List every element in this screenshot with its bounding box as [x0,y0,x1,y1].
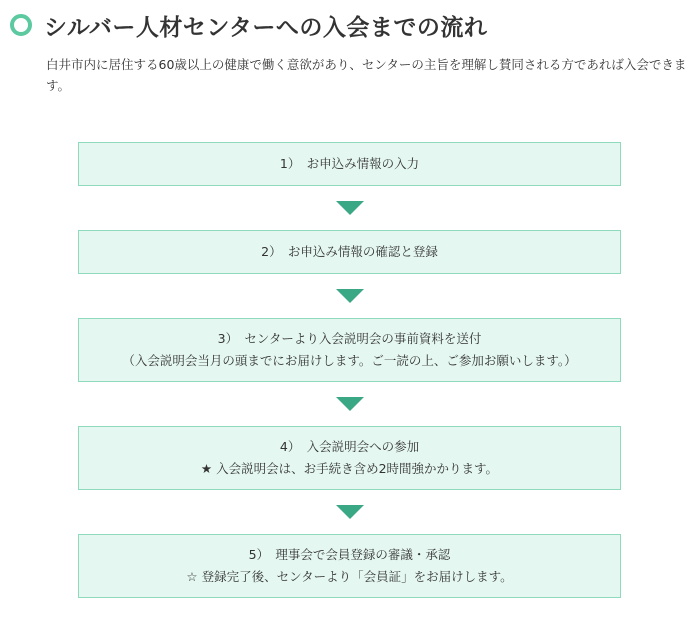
step-4-note: ★ 入会説明会は、お手続き含め2時間強かかります。 [200,461,499,476]
arrow-down-icon [336,289,364,303]
flow-arrow [78,504,621,520]
step-5-note: ☆ 登録完了後、センターより「会員証」をお届けします。 [186,569,513,584]
step-1-label: 1） お申込み情報の入力 [279,156,420,171]
step-3-note: （入会説明会当月の頭までにお届けします。ご一読の上、ご参加お願いします。） [122,353,577,368]
flow-step-5 [78,534,621,598]
flow-arrow [78,200,621,216]
flow-arrow [78,288,621,304]
flow-step-2 [78,230,621,274]
arrow-down-icon [336,397,364,411]
step-2-label: 2） お申込み情報の確認と登録 [261,244,438,259]
ring-icon [10,14,32,36]
flow-chart [78,142,621,598]
page-title: シルバー人材センターへの入会までの流れ [44,14,488,41]
step-3-label: 3） センターより入会説明会の事前資料を送付 [217,331,482,346]
arrow-down-icon [336,201,364,215]
page-header [10,8,487,42]
flow-step-4 [78,426,621,490]
flow-step-1 [78,142,621,186]
intro-text: 白井市内に居住する60歳以上の健康で働く意欲があり、センターの主旨を理解し賛同される方であれば入会できます。 [46,57,687,93]
flow-arrow [78,396,621,412]
step-4-label: 4） 入会説明会への参加 [279,439,420,454]
arrow-down-icon [336,505,364,519]
flow-step-3 [78,318,621,382]
step-5-label: 5） 理事会で会員登録の審議・承認 [248,547,451,562]
